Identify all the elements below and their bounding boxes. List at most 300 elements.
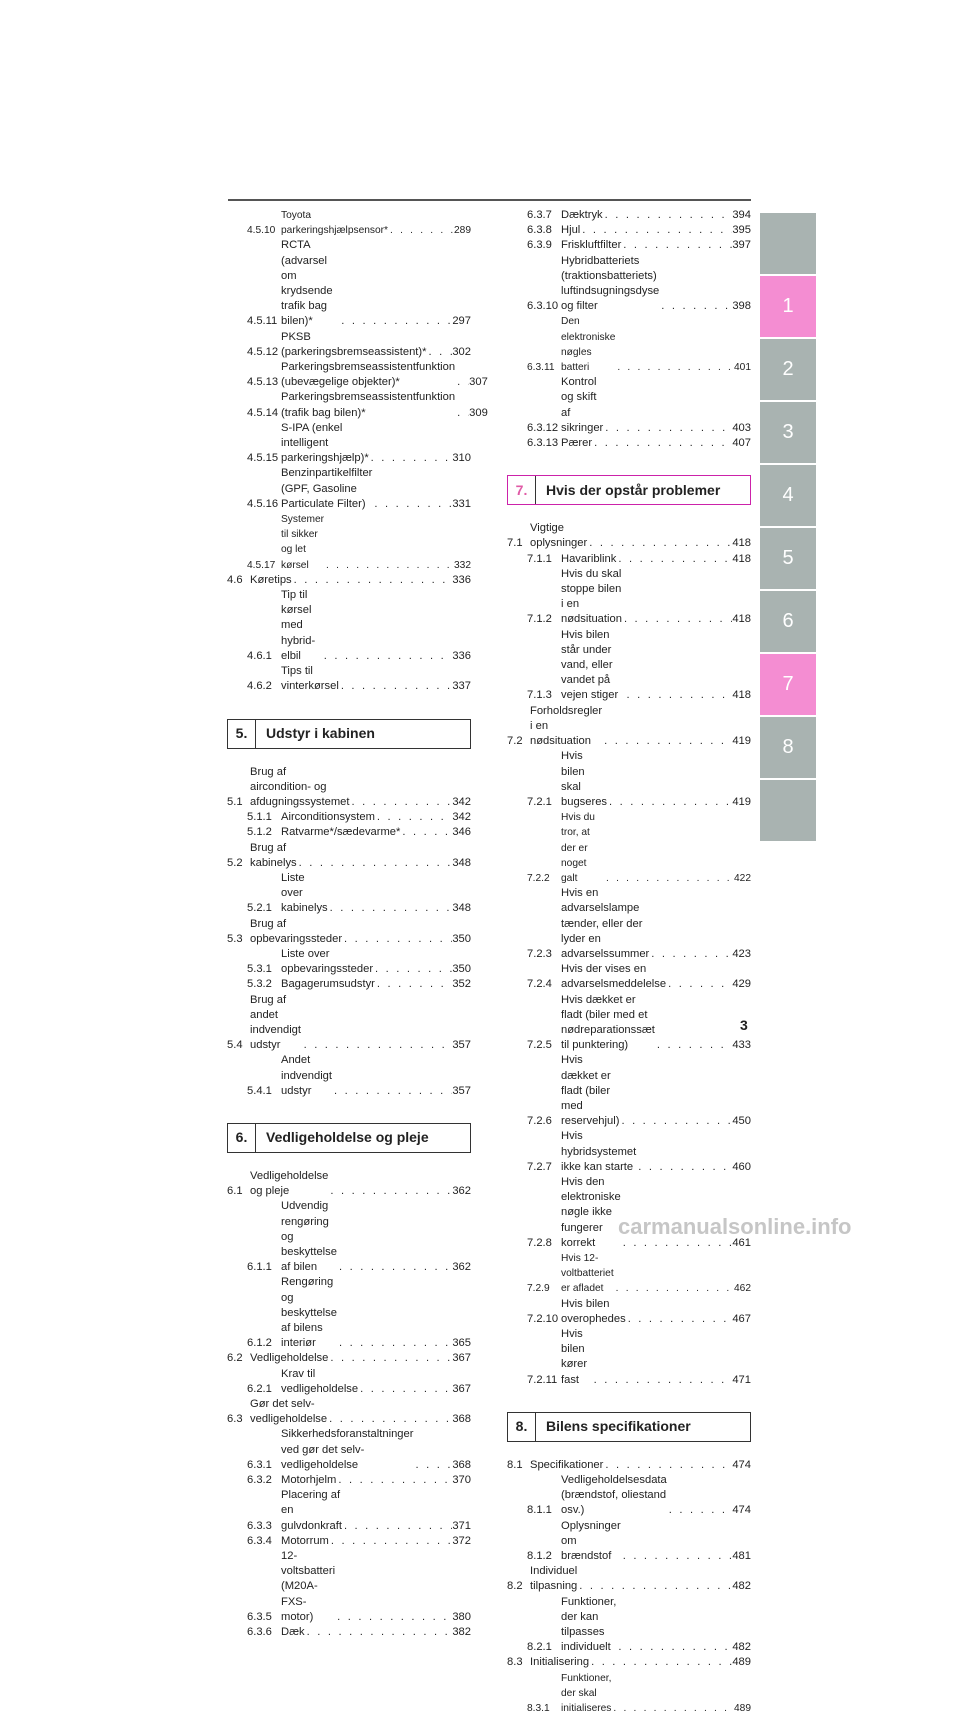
toc-entry[interactable] [507,810,751,886]
toc-entry-number: 4.5.14 [247,406,279,419]
dot-leader [358,1382,452,1397]
toc-entry-number: 4.5.16 [247,497,279,510]
toc-entry-page: 401 [734,362,751,374]
dot-leader [624,688,732,703]
toc-entry-page: 357 [452,1084,471,1097]
toc-entry[interactable] [227,664,471,694]
toc-entry-title: Vedligeholdelse og pleje [250,1169,329,1198]
toc-entry-page: 350 [452,932,471,945]
toc-entry-number: 7.1 [507,537,523,550]
toc-entry-number: 7.2.10 [527,1312,559,1325]
toc-entry-number: 7.2 [507,735,523,748]
toc-entry-title: Havariblink [561,552,617,565]
toc-entry-page: 346 [452,826,471,839]
toc-entry[interactable] [227,208,471,238]
toc-entry-number: 5.1 [227,795,243,808]
toc-entry[interactable] [507,552,751,567]
chapter-tabs [760,213,816,843]
section-title: Hvis der opstår problemer [546,481,721,498]
toc-entry-number: 6.3.2 [247,1474,272,1487]
dot-leader [636,1160,732,1175]
toc-entry-title: Hvis den elektroniske nøgle ikke fungerer korrekt [561,1175,621,1249]
toc-entry-page: 309 [469,406,488,419]
toc-entry-page: 450 [732,1115,751,1128]
toc-entry-title: Motorhjelm [281,1474,337,1487]
toc-entry-page: 481 [732,1550,751,1563]
toc-entry-title: Placering af en gulvdonkraft [281,1489,342,1532]
toc-entry-page: 429 [732,978,751,991]
toc-entry[interactable] [227,1473,471,1488]
toc-entry-page: 370 [452,1474,471,1487]
dot-leader [339,679,453,694]
toc-entry-number: 4.6 [227,573,243,586]
toc-block [507,521,751,1388]
toc-entry-title: Hvis bilen skal bugseres [561,750,608,808]
toc-entry-number: 7.2.5 [527,1039,552,1052]
toc-entry[interactable] [227,1053,471,1099]
toc-entry[interactable] [227,1397,471,1427]
toc-entry-title: Andet indvendigt udstyr [281,1054,333,1097]
toc-entry-number: 8.1.2 [527,1550,552,1563]
dot-leader [602,734,732,749]
toc-entry-page: 368 [452,1413,471,1426]
toc-entry[interactable] [227,947,471,977]
toc-entry[interactable] [227,1169,471,1199]
toc-entry-number: 6.3.12 [527,421,559,434]
dot-leader [322,649,453,664]
toc-entry-page: 460 [732,1160,751,1173]
toc-entry-page: 403 [732,421,751,434]
dot-leader [621,1549,733,1564]
toc-entry[interactable] [507,436,751,451]
toc-entry-number: 6.1.1 [247,1261,272,1274]
section-number: 7. [508,476,536,504]
toc-entry[interactable] [507,1053,751,1129]
toc-entry-title: Initialisering [530,1656,590,1669]
dot-leader [297,856,453,871]
dot-leader [577,1579,732,1594]
dot-leader [580,223,732,238]
toc-entry-title: Parkeringsbremseassistentfunktion (trafik bag bilen)* [281,391,456,419]
toc-entry-page: 332 [454,559,471,571]
toc-entry[interactable] [507,749,751,810]
toc-entry-title: Hvis du skal stoppe bilen i en nødsituation [561,567,622,626]
toc-entry-title: Friskluftfilter [561,239,622,252]
toc-entry[interactable] [507,993,751,1054]
dot-leader [603,421,732,436]
section-title: Vedligeholdelse og pleje [266,1129,429,1146]
dot-leader [455,406,469,421]
toc-entry-title: Sikkerhedsforanstaltninger ved gør det selv-vedligeholdelse [281,1428,414,1471]
dot-leader [337,1260,452,1275]
toc-entry-number: 5.3.1 [247,963,272,976]
chapter-tab-3[interactable]: 3 [760,402,816,463]
toc-entry[interactable] [227,917,471,947]
toc-entry[interactable] [227,993,471,1054]
toc-entry-number: 5.4 [227,1039,243,1052]
toc-entry-number: 7.2.8 [527,1236,552,1249]
toc-entry-number: 7.2.9 [527,1283,550,1295]
toc-entry-title: Funktioner, der skal initialiseres [561,1672,612,1715]
toc-entry-title: Hvis du tror, at der er noget galt [561,812,595,884]
toc-entry[interactable] [507,1671,751,1716]
toc-right-column [507,208,751,1716]
toc-entry-number: 4.5.17 [247,559,276,571]
toc-entry-number: 4.6.2 [247,680,272,693]
chapter-tab-6[interactable]: 6 [760,591,816,652]
dot-leader [305,1625,453,1640]
toc-entry-page: 307 [469,376,488,389]
toc-entry-page: 348 [452,902,471,915]
dot-leader [603,1458,732,1473]
toc-entry-title: Oplysninger om brændstof [561,1519,621,1563]
toc-entry-page: 371 [452,1519,471,1532]
toc-entry-page: 337 [452,680,471,693]
toc-entry-title: Forholdsregler i en nødsituation [530,704,603,748]
toc-entry-title: Rengøring og beskyttelse af bilens interiør [281,1276,337,1350]
toc-entry-title: Hybridbatteriets (traktionsbatteriets) luftindsugningsdyse og filter [561,254,660,313]
toc-entry[interactable] [227,421,471,467]
toc-entry-title: RCTA (advarsel om krydsende trafik bag bilen)* [281,239,333,328]
toc-entry-title: Benzinpartikelfilter (GPF, Gasoline Particulate Filter) [281,467,373,510]
toc-entry-number: 6.3.7 [527,209,552,221]
toc-entry-number: 6.3.4 [247,1534,272,1547]
chapter-tab-8[interactable]: 8 [760,717,816,778]
toc-entry[interactable] [227,841,471,871]
toc-entry-page: 365 [452,1337,471,1350]
section-header-6[interactable] [227,1123,471,1153]
dot-leader [292,573,453,588]
toc-entry-title: Hvis dækket er fladt (biler med reservehjul) [561,1054,620,1128]
dot-leader [336,1473,452,1488]
toc-entry[interactable] [227,238,471,329]
toc-entry-title: Liste over kabinelys [281,871,328,915]
toc-entry[interactable] [507,1655,751,1670]
dot-leader [607,795,732,810]
section-number: 8. [508,1413,536,1441]
toc-entry-number: 6.3.5 [247,1610,272,1623]
toc-entry-title: Pærer [561,437,593,450]
toc-entry[interactable] [507,704,751,750]
toc-entry[interactable] [227,466,471,512]
toc-entry[interactable] [507,223,751,238]
toc-entry-page: 342 [452,795,471,808]
toc-entry-number: 6.1.2 [247,1337,272,1350]
chapter-tab-1[interactable]: 1 [760,276,816,337]
dot-leader [622,612,732,627]
toc-entry-title: Individuel tilpasning [530,1565,578,1593]
toc-entry-number: 4.5.12 [247,345,279,358]
dot-leader [655,1038,732,1053]
dot-leader [666,977,732,992]
toc-entry-title: Liste over opbevaringssteder [281,947,374,976]
chapter-tab-7[interactable]: 7 [760,654,816,715]
dot-leader [339,314,452,329]
toc-entry[interactable] [227,390,488,420]
dot-leader [373,962,452,977]
dot-leader [426,345,452,360]
toc-entry[interactable] [227,512,471,573]
toc-entry-title: Udvendig rengøring og beskyttelse af bilen [281,1200,337,1274]
section-title: Bilens specifikationer [546,1418,691,1435]
toc-entry-page: 418 [732,689,751,702]
dot-leader [659,299,732,314]
toc-entry-number: 6.3.6 [247,1626,272,1639]
toc-entry-number: 8.1 [507,1458,523,1471]
section-header-5[interactable] [227,719,471,749]
toc-entry-page: 310 [452,452,471,465]
toc-entry-page: 418 [732,613,751,626]
toc-entry-title: Hvis hybridsystemet ikke kan starte [561,1130,637,1173]
toc-entry[interactable] [507,208,751,223]
toc-entry-page: 380 [452,1610,471,1623]
dot-leader [328,901,453,916]
toc-entry[interactable] [507,567,751,628]
toc-entry[interactable] [507,1251,751,1297]
toc-entry-page: 398 [732,300,751,313]
toc-entry-title: Dæktryk [561,209,603,221]
chapter-tab-4[interactable]: 4 [760,465,816,526]
toc-entry-title: Tips til vinterkørsel [281,665,339,693]
dot-leader [413,1458,452,1473]
toc-entry[interactable] [227,1199,471,1275]
toc-entry-page: 394 [732,209,751,221]
toc-entry-number: 7.1.3 [527,689,552,702]
toc-entry-page: 297 [452,315,471,328]
toc-entry[interactable] [507,375,751,436]
toc-entry[interactable] [507,1458,751,1473]
toc-entry-title: S-IPA (enkel intelligent parkeringshjælp)* [281,421,369,465]
toc-entry-page: 331 [452,497,471,510]
toc-entry-title: Ratvarme*/sædevarme* [281,826,401,839]
dot-leader [621,238,732,253]
toc-entry-number: 8.2.1 [527,1641,552,1654]
toc-entry-title: Hvis bilen overophedes [561,1297,626,1325]
toc-entry[interactable] [227,573,471,588]
toc-entry-title: Den elektroniske nøgles batteri [561,316,616,374]
toc-entry-title: Hvis en advarselslampe tænder, eller der lyder en advarselssummer [561,887,650,960]
toc-entry[interactable] [227,765,471,811]
toc-entry-number: 6.3.3 [247,1519,272,1532]
toc-entry-page: 352 [452,978,471,991]
toc-entry-page: 467 [732,1312,751,1325]
dot-leader [626,1312,733,1327]
toc-entry-number: 8.3 [507,1656,523,1669]
dot-leader [342,932,452,947]
dot-leader [603,208,733,223]
toc-entry-number: 4.5.11 [247,315,278,328]
section-header-8[interactable] [507,1412,751,1442]
toc-entry-number: 6.1 [227,1185,243,1198]
dot-leader [375,810,452,825]
toc-entry[interactable] [227,1275,471,1351]
dot-leader [400,825,452,840]
toc-entry[interactable] [507,1297,751,1327]
toc-entry-number: 6.2.1 [247,1382,272,1395]
toc-entry-number: 5.1.2 [247,826,272,839]
toc-entry[interactable] [227,588,471,664]
toc-entry-page: 418 [732,537,751,550]
toc-entry[interactable] [507,962,751,992]
toc-entry-page: 348 [452,856,471,869]
toc-entry[interactable] [227,825,471,840]
toc-entry[interactable] [227,977,471,992]
toc-entry-title: Gør det selv-vedligeholdelse [250,1398,328,1426]
dot-leader [375,977,452,992]
toc-entry-title: Motorrum [281,1534,329,1547]
toc-entry-number: 6.3.1 [247,1458,272,1471]
chapter-tab-5[interactable]: 5 [760,528,816,589]
toc-entry-title: Airconditionsystem [281,811,375,824]
toc-entry[interactable] [227,1427,471,1473]
dot-leader [302,1038,453,1053]
dot-leader [592,436,732,451]
toc-entry-title: Hvis dækket er fladt (biler med et nødreparationssæt til punktering) [561,993,655,1052]
toc-entry-number: 7.2.11 [527,1373,558,1386]
toc-entry-title: Hvis bilen kører fast [561,1328,588,1386]
toc-entry-title: Hvis 12-voltbatteriet er afladet [561,1253,614,1295]
toc-entry[interactable] [227,1625,471,1640]
toc-entry-number: 7.1.2 [527,613,552,626]
toc-entry-title: Brug af opbevaringssteder [250,917,343,945]
toc-entry[interactable] [507,521,751,551]
dot-leader [614,1281,734,1296]
toc-entry[interactable] [507,238,751,253]
watermark: carmanualsonline.info [618,1214,852,1239]
toc-entry-title: Kontrol og skift af sikringer [561,376,604,434]
toc-entry-number: 4.6.1 [247,649,272,662]
toc-entry-page: 433 [732,1039,751,1052]
toc-entry-title: Køretips [250,573,292,586]
toc-entry-title: PKSB (parkeringsbremseassistent)* [281,330,427,358]
dot-leader [616,552,732,567]
header-rule [228,199,751,201]
toc-entry-number: 6.2 [227,1352,243,1365]
toc-entry[interactable] [507,886,751,962]
toc-entry[interactable] [507,1519,751,1565]
dot-leader [342,1519,452,1534]
dot-leader [619,1114,732,1129]
toc-entry-title: Systemer til sikker og let kørsel [281,514,325,571]
toc-entry[interactable] [507,1327,751,1388]
toc-entry-number: 7.2.4 [527,978,552,991]
toc-entry-page: 423 [732,947,751,960]
toc-entry[interactable] [507,628,751,704]
toc-entry-page: 289 [454,225,471,237]
toc-block [507,208,751,451]
toc-entry[interactable] [227,360,488,390]
toc-entry-page: 357 [452,1039,471,1052]
chapter-tab[interactable] [760,213,816,274]
toc-entry-page: 407 [732,437,751,450]
toc-entry-page: 336 [452,649,471,662]
toc-entry-number: 5.2.1 [247,902,272,915]
dot-leader [350,795,453,810]
toc-entry-number: 5.4.1 [247,1084,272,1097]
dot-leader [455,375,469,390]
toc-entry-page: 482 [732,1641,751,1654]
toc-entry[interactable] [227,1549,471,1625]
dot-leader [324,558,454,573]
toc-entry[interactable] [507,1129,751,1175]
dot-leader [388,223,454,238]
toc-entry-page: 471 [732,1373,751,1386]
toc-entry[interactable] [507,1595,751,1656]
toc-entry-title: Hjul [561,224,581,237]
toc-entry[interactable] [507,1473,751,1519]
toc-entry-number: 8.1.1 [527,1504,552,1517]
toc-entry-title: 12-voltsbatteri (M20A-FXS-motor) [281,1550,336,1623]
toc-block [227,208,488,695]
section-header-7[interactable] [507,475,751,505]
toc-entry-title: Parkeringsbremseassistentfunktion (ubevægelige objekter)* [281,361,456,389]
toc-entry-page: 489 [734,1703,751,1715]
toc-entry-number: 6.3.8 [527,224,552,237]
toc-entry[interactable] [227,871,471,917]
dot-leader [592,1373,733,1388]
toc-entry-number: 6.3.9 [527,239,552,252]
dot-leader [335,1610,452,1625]
toc-entry-number: 5.1.1 [247,811,272,824]
dot-leader [649,947,732,962]
toc-entry-page: 367 [452,1382,471,1395]
dot-leader [372,497,452,512]
toc-entry-page: 474 [732,1458,751,1471]
toc-entry[interactable] [227,1367,471,1397]
toc-entry-number: 7.2.2 [527,872,550,884]
toc-entry-page: 368 [452,1458,471,1471]
toc-entry-title: Bagagerumsudstyr [281,978,375,991]
dot-leader [616,1640,732,1655]
toc-entry[interactable] [507,1564,751,1594]
dot-leader [328,1351,452,1366]
toc-entry[interactable] [227,810,471,825]
toc-entry-page: 350 [452,963,471,976]
toc-entry-title: Vedligeholdelsesdata (brændstof, oliestand osv.) [561,1474,667,1517]
toc-entry[interactable] [227,1534,471,1549]
toc-entry-title: Vigtige oplysninger [530,522,588,550]
toc-entry[interactable] [227,1488,471,1534]
dot-leader [604,871,734,886]
toc-entry-number: 4.5.15 [247,452,279,465]
toc-entry[interactable] [507,254,751,315]
toc-entry[interactable] [507,314,751,375]
toc-entry-page: 382 [452,1626,471,1639]
toc-entry-page: 489 [732,1656,751,1669]
toc-entry-number: 6.3 [227,1413,243,1426]
chapter-tab-2[interactable]: 2 [760,339,816,400]
toc-entry-number: 5.2 [227,856,243,869]
section-number: 6. [228,1124,256,1152]
toc-left-column [227,208,488,1640]
toc-entry-number: 5.3 [227,932,243,945]
page-number: 3 [740,1017,748,1033]
toc-entry-number: 8.2 [507,1580,523,1593]
toc-entry-title: Dæk [281,1626,305,1639]
chapter-tab[interactable] [760,780,816,841]
dot-leader [329,1534,452,1549]
dot-leader [589,1655,732,1670]
toc-entry-title: Tip til kørsel med hybrid-elbil [281,589,316,662]
toc-entry-number: 7.2.7 [527,1160,552,1173]
toc-entry-number: 7.2.3 [527,947,552,960]
toc-entry-title: Funktioner, der kan tilpasses individuelt [561,1595,617,1654]
toc-entry-number: 6.3.10 [527,300,559,313]
toc-entry[interactable] [227,330,471,360]
toc-entry[interactable] [227,1351,471,1366]
toc-entry-page: 302 [452,345,471,358]
toc-entry-page: 362 [452,1261,471,1274]
